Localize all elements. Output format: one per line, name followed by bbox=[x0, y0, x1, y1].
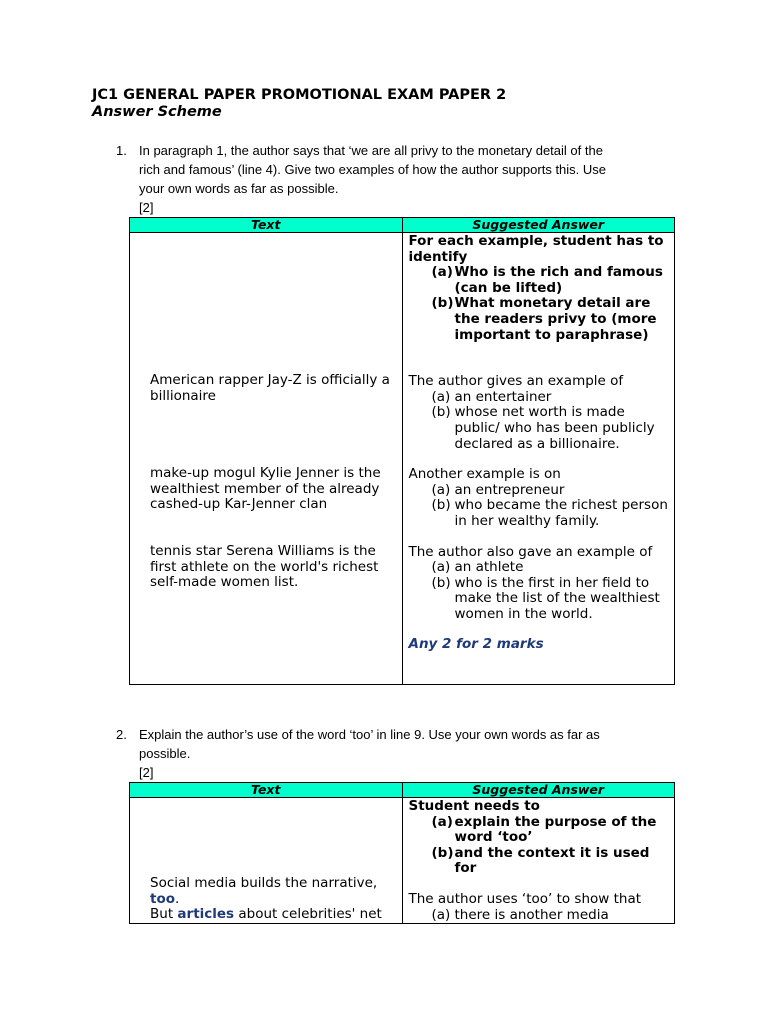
question-marks: [2] bbox=[139, 765, 154, 780]
answer-point: (b) who became the richest person in her wealthy family. bbox=[431, 497, 668, 529]
criteria-item: (a) explain the purpose of the word ‘too’ bbox=[431, 813, 657, 846]
highlighted-word: articles bbox=[177, 906, 235, 923]
criteria-item: (a) Who is the rich and famous (can be lifted) bbox=[431, 264, 663, 296]
answer-block bbox=[409, 892, 671, 923]
answer-block bbox=[409, 374, 671, 452]
answer-lead: The author gives an example of bbox=[408, 373, 624, 390]
question-number: 1. bbox=[116, 143, 127, 158]
question-1 bbox=[116, 141, 676, 217]
answer-intro: For each example, student has to identify bbox=[408, 233, 664, 265]
criteria-item: (b) What monetary detail are the readers privy to (more important to paraphrase) bbox=[431, 295, 657, 343]
column-header-answer: Suggested Answer bbox=[402, 218, 675, 233]
answer-point: (b) whose net worth is made public/ who has been publicly declared as a billionaire. bbox=[431, 404, 655, 452]
column-header-answer: Suggested Answer bbox=[402, 783, 675, 798]
answer-point: (a) an entertainer bbox=[431, 388, 552, 405]
text-excerpt: make-up mogul Kylie Jenner is the wealthiest member of the already cashed-up Kar-Jenner clan bbox=[150, 465, 381, 513]
marks-note: Any 2 for 2 marks bbox=[408, 636, 544, 653]
answer-column bbox=[402, 798, 675, 924]
question-line: In paragraph 1, the author says that ‘we are all privy to the monetary detail of the bbox=[139, 143, 603, 158]
text-column bbox=[130, 233, 403, 685]
answer-lead: Another example is on bbox=[408, 466, 561, 483]
document-subtitle: Answer Scheme bbox=[92, 104, 222, 120]
criteria-list bbox=[409, 815, 671, 877]
answer-block bbox=[409, 467, 671, 529]
column-header-text: Text bbox=[130, 218, 403, 233]
answer-point: (a) an athlete bbox=[431, 559, 524, 576]
text-excerpt: Social media builds the narrative, too. But articles about celebrities' net bbox=[150, 875, 382, 923]
criteria-item: (b) and the context it is used for bbox=[431, 844, 650, 877]
column-header-text: Text bbox=[130, 783, 403, 798]
highlighted-word: too bbox=[150, 890, 176, 907]
answer-lead: The author also gave an example of bbox=[408, 543, 653, 560]
document-title: JC1 GENERAL PAPER PROMOTIONAL EXAM PAPER 2 bbox=[92, 87, 507, 103]
answer-point: (a) there is another media bbox=[431, 906, 609, 923]
answer-block bbox=[409, 545, 671, 623]
answer-point: (a) an entrepreneur bbox=[431, 481, 565, 498]
question-line: your own words as far as possible. bbox=[139, 181, 339, 196]
answer-table-1 bbox=[129, 217, 675, 685]
question-line: possible. bbox=[139, 746, 191, 761]
question-line: rich and famous’ (line 4). Give two examples of how the author supports this. Use bbox=[139, 162, 607, 177]
answer-point: (b) who is the first in her field to make the list of the wealthiest women in the world. bbox=[431, 574, 660, 622]
question-number: 2. bbox=[116, 727, 127, 742]
answer-intro: Student needs to bbox=[408, 798, 540, 814]
answer-lead: The author uses ‘too’ to show that bbox=[408, 890, 642, 907]
text-excerpt: American rapper Jay-Z is officially a billionaire bbox=[150, 372, 390, 404]
criteria-list bbox=[409, 265, 671, 343]
question-2 bbox=[116, 725, 676, 783]
answer-column bbox=[402, 233, 675, 685]
answer-table-2 bbox=[129, 782, 675, 924]
question-marks: [2] bbox=[139, 200, 154, 215]
text-excerpt: tennis star Serena Williams is the first athlete on the world's richest self-made women list. bbox=[150, 543, 379, 591]
question-line: Explain the author’s use of the word ‘too’ in line 9. Use your own words as far as bbox=[139, 727, 600, 742]
text-column bbox=[130, 798, 403, 924]
